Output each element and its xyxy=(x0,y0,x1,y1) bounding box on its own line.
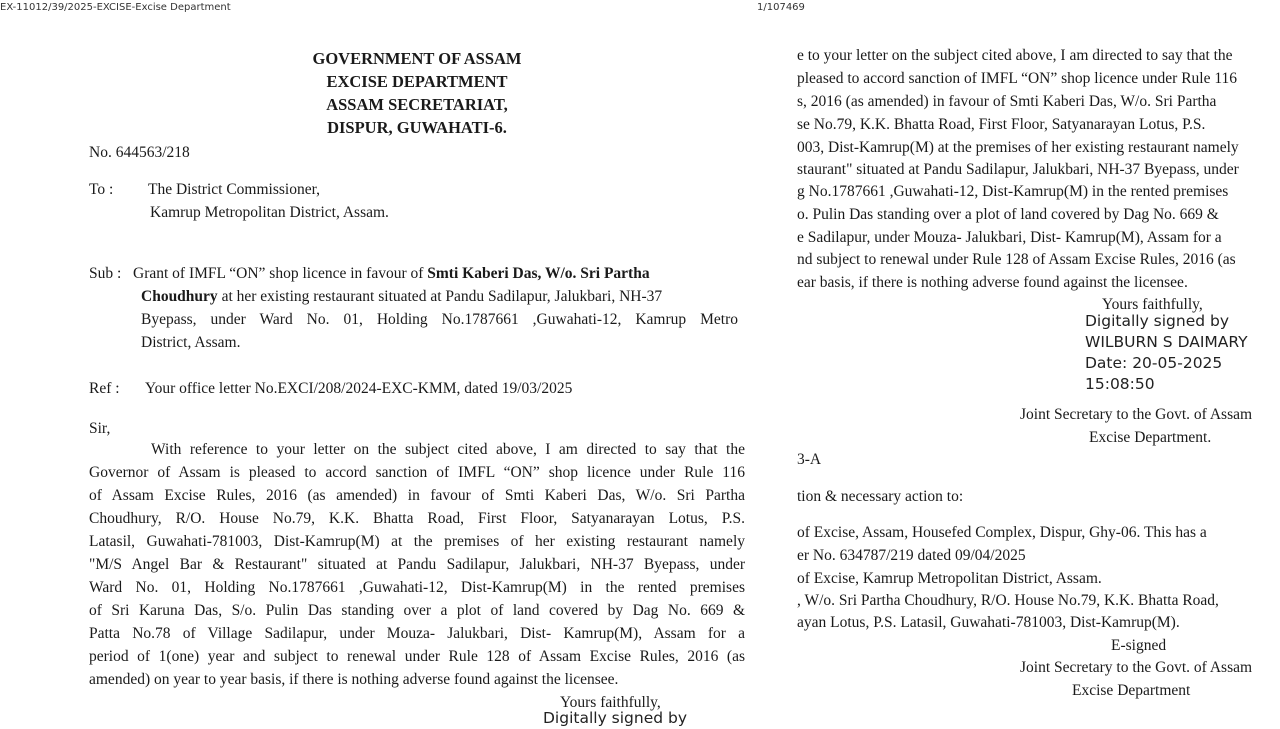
subject-label: Sub : xyxy=(89,265,122,282)
memo-number-partial: 3-A xyxy=(797,451,822,468)
ref-text: Your office letter No.EXCI/208/2024-EXC-KMM, dated 19/03/2025 xyxy=(145,380,573,397)
signature-line: Digitally signed by xyxy=(1085,312,1230,330)
copy-line: ayan Lotus, P.S. Latasil, Guwahati-781003, Dist-Kamrup(M). xyxy=(797,614,1180,631)
subject-line: District, Assam. xyxy=(141,334,241,351)
body-line: o. Pulin Das standing over a plot of land covered by Dag No. 669 & xyxy=(797,206,1219,223)
to-label: To : xyxy=(89,181,114,198)
body-line: g No.1787661 ,Guwahati-12, Dist-Kamrup(M) in the rented premises xyxy=(797,183,1229,200)
body-line: Governor of Assam is pleased to accord sanction of IMFL “ON” shop licence under Rule 116 xyxy=(89,464,745,481)
letterhead-line: GOVERNMENT OF ASSAM xyxy=(312,49,522,68)
body-line: Latasil, Guwahati-781003, Dist-Kamrup(M) at the premises of her existing restaurant namely xyxy=(89,533,745,550)
copy-line: , W/o. Sri Partha Choudhury, R/O. House No.79, K.K. Bhatta Road, xyxy=(797,592,1219,609)
designation: Joint Secretary to the Govt. of Assam xyxy=(1020,659,1253,676)
subject-text: at her existing restaurant situated at Pandu Sadilapur, Jalukbari, NH-37 xyxy=(217,288,663,305)
department: Excise Department. xyxy=(1089,429,1212,446)
file-reference: 1/107469 xyxy=(757,2,805,13)
signature-time: 15:08:50 xyxy=(1085,375,1155,393)
body-line: s, 2016 (as amended) in favour of Smti Kaberi Das, W/o. Sri Partha xyxy=(797,93,1217,110)
letterhead-line: EXCISE DEPARTMENT xyxy=(326,72,508,91)
department: Excise Department xyxy=(1072,682,1191,699)
letterhead-line: DISPUR, GUWAHATI-6. xyxy=(327,118,507,137)
letterhead-line: ASSAM SECRETARIAT, xyxy=(326,95,508,114)
signature-date: Date: 20-05-2025 xyxy=(1085,354,1223,372)
recipient-line: Kamrup Metropolitan District, Assam. xyxy=(150,204,389,221)
subject-licensee: Smti Kaberi Das, W/o. Sri Partha xyxy=(427,265,650,282)
body-line: period of 1(one) year and subject to renewal under Rule 128 of Assam Excise Rules, 2016 (as xyxy=(89,648,745,665)
subject-line xyxy=(141,285,662,308)
subject-line: Byepass, under Ward No. 01, Holding No.1787661 ,Guwahati-12, Kamrup Metro xyxy=(141,311,738,328)
body-line: 003, Dist-Kamrup(M) at the premises of her existing restaurant namely xyxy=(797,139,1239,156)
subject-line xyxy=(133,262,650,285)
ref-label: Ref : xyxy=(89,380,120,397)
recipient-line: The District Commissioner, xyxy=(148,181,321,198)
copy-intro: tion & necessary action to: xyxy=(797,488,964,505)
body-line: Choudhury, R/O. House No.79, K.K. Bhatta Road, First Floor, Satyanarayan Lotus, P.S. xyxy=(89,510,745,527)
body-line: e to your letter on the subject cited above, I am directed to say that the xyxy=(797,47,1233,64)
subject-licensee: Choudhury xyxy=(141,288,218,305)
body-line: Patta No.78 of Village Sadilapur, under Mouza- Jalukbari, Dist- Kamrup(M), Assam for a xyxy=(89,625,745,642)
body-line: "M/S Angel Bar & Restaurant" situated at Pandu Sadilapur, Jalukbari, NH-37 Byepass, under xyxy=(89,556,745,573)
body-line: Ward No. 01, Holding No.1787661 ,Guwahati-12, Dist-Kamrup(M) in the rented premises xyxy=(89,579,745,596)
salutation: Sir, xyxy=(89,420,111,437)
file-reference: EX-11012/39/2025-EXCISE-Excise Department xyxy=(0,2,231,13)
body-line: With reference to your letter on the subject cited above, I am directed to say that the xyxy=(151,441,745,458)
signature-name: WILBURN S DAIMARY xyxy=(1085,333,1248,351)
signature-partial: Digitally signed by xyxy=(543,709,688,727)
body-line: staurant" situated at Pandu Sadilapur, Jalukbari, NH-37 Byepass, under xyxy=(797,161,1239,178)
body-line: of Assam Excise Rules, 2016 (as amended) in favour of Smti Kaberi Das, W/o. Sri Partha xyxy=(89,487,745,504)
copy-line: of Excise, Assam, Housefed Complex, Dispur, Ghy-06. This has a xyxy=(797,524,1207,541)
body-line: of Sri Karuna Das, S/o. Pulin Das standing over a plot of land covered by Dag No. 669 & xyxy=(89,602,745,619)
body-line: se No.79, K.K. Bhatta Road, First Floor, Satyanarayan Lotus, P.S. xyxy=(797,116,1206,133)
closing: Yours faithfully, xyxy=(560,694,661,711)
body-line: amended) on year to year basis, if there is nothing adverse found against the licensee. xyxy=(89,671,619,688)
copy-line: er No. 634787/219 dated 09/04/2025 xyxy=(797,547,1026,564)
body-line: nd subject to renewal under Rule 128 of Assam Excise Rules, 2016 (as xyxy=(797,251,1236,268)
body-line: e Sadilapur, under Mouza- Jalukbari, Dist- Kamrup(M), Assam for a xyxy=(797,229,1222,246)
designation: Joint Secretary to the Govt. of Assam xyxy=(1020,406,1253,423)
subject-text: Grant of IMFL “ON” shop licence in favour of xyxy=(133,265,428,282)
e-signed-label: E-signed xyxy=(1111,637,1167,654)
closing: Yours faithfully, xyxy=(1102,296,1203,313)
letter-number: No. 644563/218 xyxy=(89,144,190,161)
copy-line: of Excise, Kamrup Metropolitan District, Assam. xyxy=(797,570,1102,587)
body-line: pleased to accord sanction of IMFL “ON” shop licence under Rule 116 xyxy=(797,70,1238,87)
body-line: ear basis, if there is nothing adverse found against the licensee. xyxy=(797,274,1188,291)
